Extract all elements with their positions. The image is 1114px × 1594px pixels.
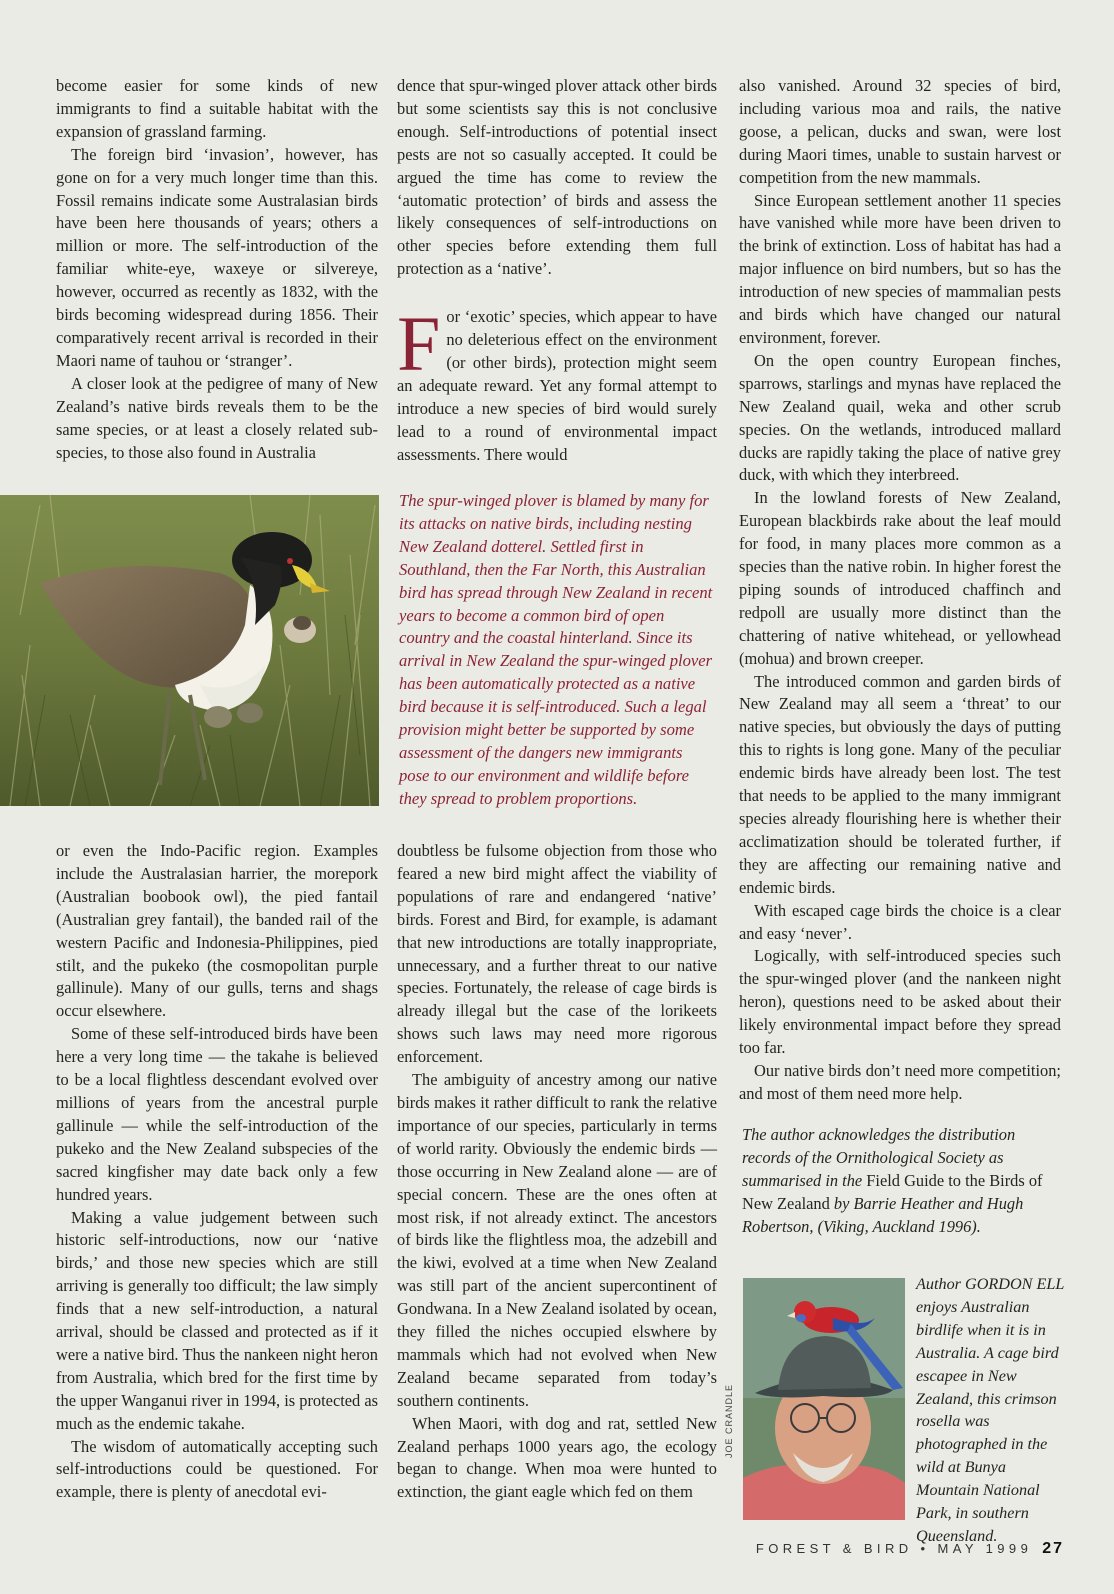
drop-cap: F (397, 300, 441, 388)
page-number: 27 (1042, 1540, 1064, 1557)
plover-caption: The spur-winged plover is blamed by many for its attacks on native birds, including nesting New Zealand dotterel. Settled first in Southland, then the Far North, this Australian bird has spread through New Zealand in recent years to become a common bird of open country and the coastal hinterland. Since its arrival in New Zealand the spur-winged plover has been automatically protected as a native bird because it is self-introduced. Such a legal provision might better be supported by some assessment of the dangers new immigrants pose to our environment and wildlife before they spread to problem proportions. (399, 491, 713, 808)
paragraph: Some of these self-introduced birds have been here a very long time — the takahe is believed to be a local flightless descendant evolved over millions of years from the ancestral purple gallinule — while the self-introduction of the pukeko and the New Zealand subspecies of the sacred kingfisher may date back only a few hundred years. (56, 1024, 378, 1204)
column-2-bottom (397, 840, 717, 1504)
plover-illustration (0, 495, 379, 806)
paragraph: become easier for some kinds of new immigrants to find a suitable habitat with the expansion of grassland farming. (56, 76, 378, 141)
paragraph: In the lowland forests of New Zealand, European blackbirds rake about the leaf mould for food, in many places more common as a species than the native robin. In higher forest the piping sounds of introduced chaffinch and redpoll are usually more distinct than the chattering of native whitehead, or yellowhead (mohua) and brown creeper. (739, 488, 1061, 668)
paragraph: The ambiguity of ancestry among our native birds makes it rather difficult to rank the relative importance of our species, particularly in terms of world rarity. Obviously the endemic birds — those occurring in New Zealand alone — are of special concern. These are the ones often at most risk, if not already extinct. The ancestors of birds like the flightless moa, the adzebill and the kiwi, evolved at a time when New Zealand was still part of the ancient supercontinent of Gondwana. In a New Zealand isolated by ocean, they filled the niches occupied elswhere by mammals which had not evolved when New Zealand became separated from today’s southern continents. (397, 1070, 717, 1410)
section-opening-paragraph (397, 300, 717, 466)
photo-credit: JOE CRANDLE (724, 1383, 734, 1458)
paragraph: or even the Indo-Pacific region. Examples include the Australasian harrier, the morepork (Australian boobook owl), the pied fantail (Australian grey fantail), the banded rail of the western Pacific and Indonesia-Philippines, pied stilt, and the pukeko (the cosmopolitan purple gallinule). Many of our gulls, terns and shags occur elsewhere. (56, 841, 378, 1021)
paragraph: With escaped cage birds the choice is a clear and easy ‘never’. (739, 900, 1061, 943)
author-caption: Author GORDON ELL enjoys Australian birdlife when it is in Australia. A cage bird escapee in New Zealand, this crimson rosella was photographed in the wild at Bunya Mountain National Park, in southern Queensland. (916, 1275, 1065, 1545)
paragraph: Since European settlement another 11 species have vanished while more have been driven to the brink of extinction. Loss of habitat has had a major influence on bird numbers, but so has the introduction of new species of mammalian pests and birds which have changed our natural environment, forever. (739, 190, 1061, 347)
paragraph: Logically, with self-introduced species such the spur-winged plover (and the nankeen night heron), questions need to be asked about their likely environmental impact before they spread too far. (739, 946, 1061, 1058)
paragraph: The introduced common and garden birds of New Zealand may all seem a ‘threat’ to our native species, but obviously the days of putting this to rights is long gone. Many of the peculiar endemic birds have already been lost. The test that needs to be applied to the many immigrant species already flourishing here is whether their acclimatization should be tolerated further, if they are affecting our remaining native and endemic birds. (739, 671, 1061, 897)
paragraph: A closer look at the pedigree of many of New Zealand’s native birds reveals them to be the same species, or at least a closely related sub-species, to those also found in Australia (56, 373, 378, 462)
author-illustration (743, 1278, 905, 1520)
column-1-top (56, 75, 378, 464)
paragraph: dence that spur-winged plover attack other birds but some scientists say this is not conclusive enough. Self-introductions of potential insect pests are not so casually accepted. It could be argued the time has come to review the ‘automatic protection’ of birds and assess the likely consequences of self-introductions on other species before extending them full protection as a ‘native’. (397, 76, 717, 279)
paragraph: On the open country European finches, sparrows, starlings and mynas have replaced the New Zealand quail, weka and other scrub species. On the wetlands, introduced mallard ducks are rapidly taking the place of native grey duck, with which they interbreed. (739, 350, 1061, 485)
paragraph: The wisdom of automatically accepting such self-introductions could be questioned. For example, there is plenty of anecdotal evi- (56, 1436, 378, 1502)
column-3 (739, 75, 1061, 1106)
paragraph: Our native birds don’t need more competition; and most of them need more help. (739, 1060, 1061, 1103)
acknowledgement: The author acknowledges the distribution records of the Ornithological Society as summarised in the Field Guide to the Birds of New Zealand by Barrie Heather and Hugh Robertson, (Viking, Auckland 1996). (742, 1125, 1043, 1236)
paragraph: When Maori, with dog and rat, settled New Zealand perhaps 1000 years ago, the ecology began to change. When moa were hunted to extinction, the giant eagle which fed on them (397, 1413, 717, 1502)
paragraph: doubtless be fulsome objection from those who feared a new bird might affect the viability of populations of rare and endangered ‘native’ birds. Forest and Bird, for example, is adamant that new introductions are totally inappropriate, unnecessary, and a further threat to our native species. Fortunately, the release of cage birds is already illegal but the case of the lorikeets shows such laws may need more rigorous enforcement. (397, 841, 717, 1067)
paragraph-text: or ‘exotic’ species, which appear to have no deleterious effect on the environment (or other birds), protection might seem an adequate reward. Yet any formal attempt to introduce a new species of bird would surely lead to a round of environmental impact assessments. There would (397, 307, 717, 464)
author-photo (743, 1278, 905, 1520)
spur-winged-plover-photo (0, 495, 379, 806)
paragraph: Making a value judgement between such historic self-introductions, now our ‘native birds,’ and those new species which are still arriving is generally too difficult; the law simply finds that a new self-introduction, a natural arrival, should be classed and protected as if it were a native bird. Thus the nankeen night heron from Australia, which bred for the first time by the upper Wanganui river in 1994, is protected as much as the endemic takahe. (56, 1207, 379, 1433)
page-footer (756, 1540, 1064, 1558)
paragraph: also vanished. Around 32 species of bird, including various moa and rails, the native goose, a pelican, ducks and swan, were lost during Maori times, unable to sustain harvest or competition from the new mammals. (739, 76, 1061, 187)
paragraph: The foreign bird ‘invasion’, however, has gone on for a very much longer time than this. Fossil remains indicate some Australasian birds have been here thousands of years; others a million or more. The self-introduction of the familiar white-eye, waxeye or silvereye, however, occurred as recently as 1832, with the birds becoming widespread during 1856. Their comparatively recent arrival is recorded in their Maori name of tauhou or ‘stranger’. (56, 144, 378, 370)
publication-line: FOREST & BIRD • MAY 1999 (755, 1541, 1033, 1556)
column-2-top (397, 75, 717, 467)
book-title: Field Guide to the Birds of New Zealand (742, 1170, 1043, 1213)
column-1-bottom (56, 840, 378, 1504)
